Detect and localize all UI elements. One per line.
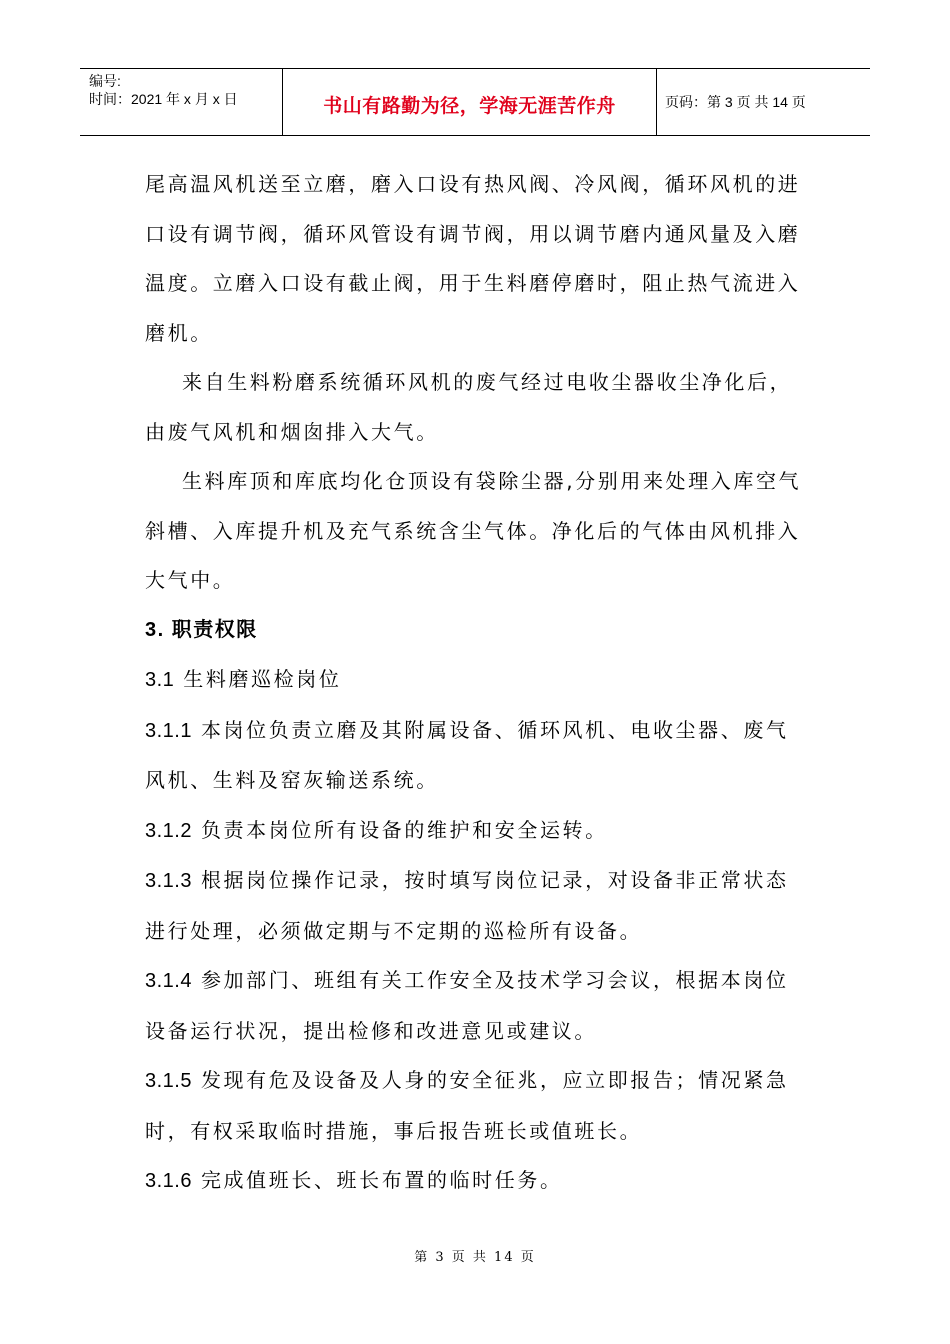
clause-text: 本岗位负责立磨及其附属设备、循环风机、电收尘器、废气风机、生料及窑灰输送系统。 <box>145 717 789 792</box>
paragraph: 生料库顶和库底均化仓顶设有袋除尘器,分别用来处理入库空气斜槽、入库提升机及充气系统含尘气体。净化后的气体由风机排入大气中。 <box>145 469 802 592</box>
clause-item <box>145 806 810 857</box>
clause-text: 完成值班长、班长布置的临时任务。 <box>191 1168 563 1192</box>
clause-number: 3.1.3 <box>145 870 192 892</box>
clause-item <box>145 1156 810 1207</box>
clause-item <box>145 1056 810 1156</box>
clause-text: 根据岗位操作记录，按时填写岗位记录，对设备非正常状态进行处理，必须做定期与不定期的巡检所有设备。 <box>145 868 789 943</box>
section-heading: 3. 职责权限 <box>145 618 258 641</box>
clause-item <box>145 706 810 806</box>
clause-item <box>145 956 810 1056</box>
header-motto: 书山有路勤为径，学海无涯苦作舟 <box>323 94 616 117</box>
subsection-heading <box>145 655 810 706</box>
header-page-label: 页码：第 3 页 共 14 页 <box>665 94 806 110</box>
document-body <box>145 160 810 1207</box>
subsection-number: 3.1 <box>145 669 175 691</box>
clause-number: 3.1.2 <box>145 819 192 842</box>
paragraph: 尾高温风机送至立磨，磨入口设有热风阀、冷风阀，循环风机的进口设有调节阀，循环风管设有调节阀，用以调节磨内通风量及入磨温度。立磨入口设有截止阀，用于生料磨停磨时，阻止热气流进入磨机。 <box>145 172 801 345</box>
clause-number: 3.1.6 <box>145 1170 192 1192</box>
page-footer: 第 3 页 共 14 页 <box>414 1250 536 1265</box>
clause-text: 负责本岗位所有设备的维护和安全运转。 <box>191 817 608 842</box>
clause-text: 发现有危及设备及人身的安全征兆，应立即报告；情况紧急时，有权采取临时措施，事后报告班长或值班长。 <box>145 1068 789 1143</box>
clause-number: 3.1.1 <box>145 719 192 742</box>
clause-number: 3.1.4 <box>145 970 192 992</box>
paragraph: 来自生料粉磨系统循环风机的废气经过电收尘器收尘净化后，由废气风机和烟囱排入大气。 <box>145 370 793 444</box>
header-meta <box>80 69 283 135</box>
clause-number: 3.1.5 <box>145 1070 192 1092</box>
document-time-label: 时间：2021 年 x 月 x 日 <box>89 91 238 107</box>
clause-item <box>145 856 810 956</box>
clause-text: 参加部门、班组有关工作安全及技术学习会议，根据本岗位设备运行状况，提出检修和改进意见或建议。 <box>145 968 789 1043</box>
page-header <box>80 68 870 136</box>
header-motto-cell <box>283 69 657 135</box>
header-page-cell <box>657 69 870 135</box>
document-number-label: 编号: <box>89 73 121 89</box>
subsection-title: 生料磨巡检岗位 <box>174 667 342 691</box>
